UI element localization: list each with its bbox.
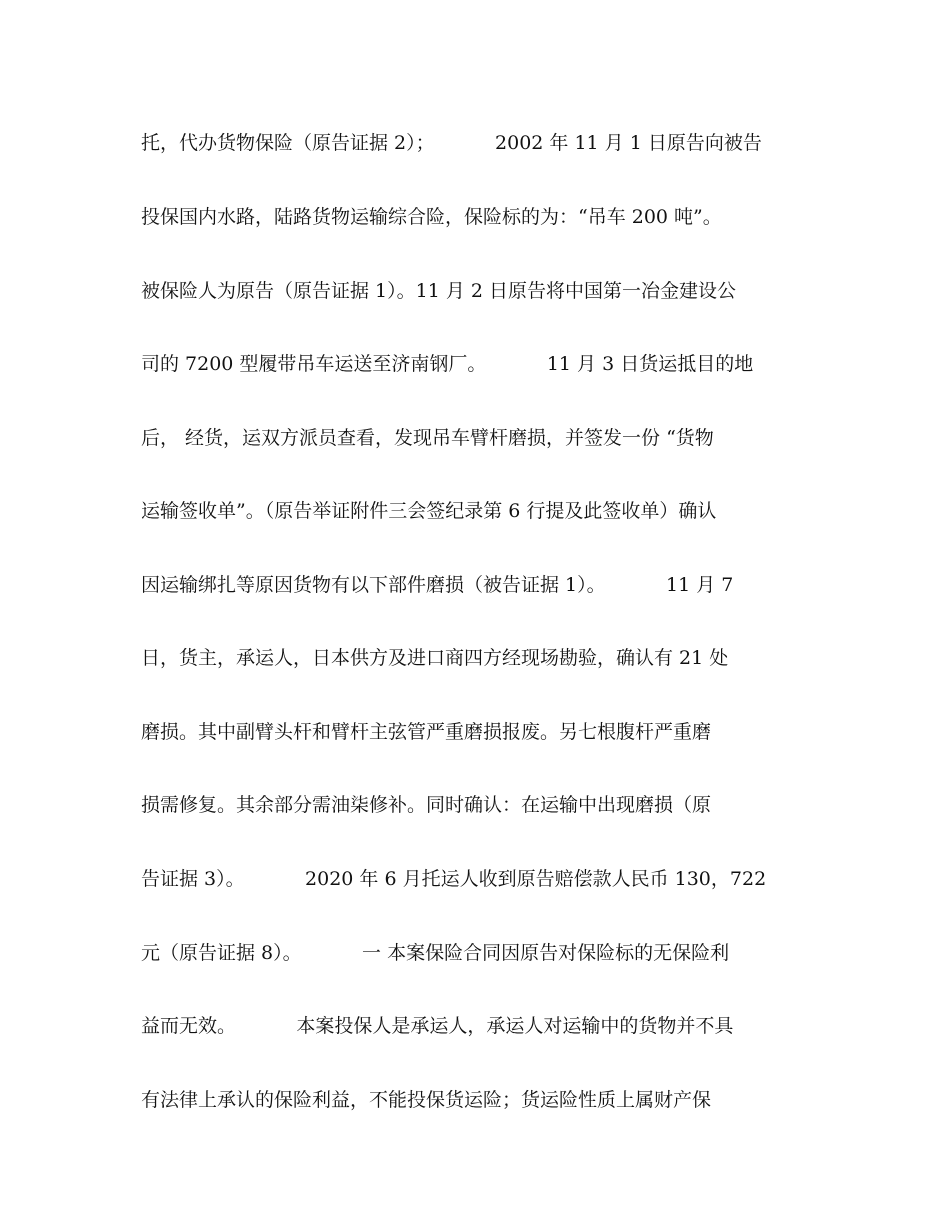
text-line: 有法律上承认的保险利益，不能投保货运险；货运险性质上属财产保 xyxy=(141,1089,712,1111)
text-line: 益而无效。 本案投保人是承运人，承运人对运输中的货物并不具 xyxy=(141,1015,734,1037)
text-line: 后， 经货，运双方派员查看，发现吊车臂杆磨损，并签发一份 “货物 xyxy=(141,427,714,449)
text-line: 日，货主，承运人，日本供方及进口商四方经现场勘验，确认有 21 处 xyxy=(141,647,729,669)
text-line: 元（原告证据 8）。 一 本案保险合同因原告对保险标的无保险利 xyxy=(141,942,730,964)
text-line: 损需修复。其余部分需油柒修补。同时确认：在运输中出现磨损（原 xyxy=(141,794,712,816)
text-line: 因运输绑扎等原因货物有以下部件磨损（被告证据 1）。 11 月 7 xyxy=(141,574,734,596)
text-line: 托，代办货物保险（原告证据 2）； 2002 年 11 月 1 日原告向被告 xyxy=(141,132,762,154)
text-line: 运输签收单”。（原告举证附件三会签纪录第 6 行提及此签收单）确认 xyxy=(141,500,717,522)
text-line: 投保国内水路，陆路货物运输综合险，保险标的为：“吊车 200 吨”。 xyxy=(141,206,722,228)
text-line: 磨损。其中副臂头杆和臂杆主弦管严重磨损报废。另七根腹杆严重磨 xyxy=(141,721,712,743)
text-line: 告证据 3）。 2020 年 6 月托运人收到原告赔偿款人民币 130，722 xyxy=(141,868,767,890)
text-line: 被保险人为原告（原告证据 1）。11 月 2 日原告将中国第一冶金建设公 xyxy=(141,280,737,302)
text-line: 司的 7200 型履带吊车运送至济南钢厂。 11 月 3 日货运抵目的地 xyxy=(141,353,754,375)
